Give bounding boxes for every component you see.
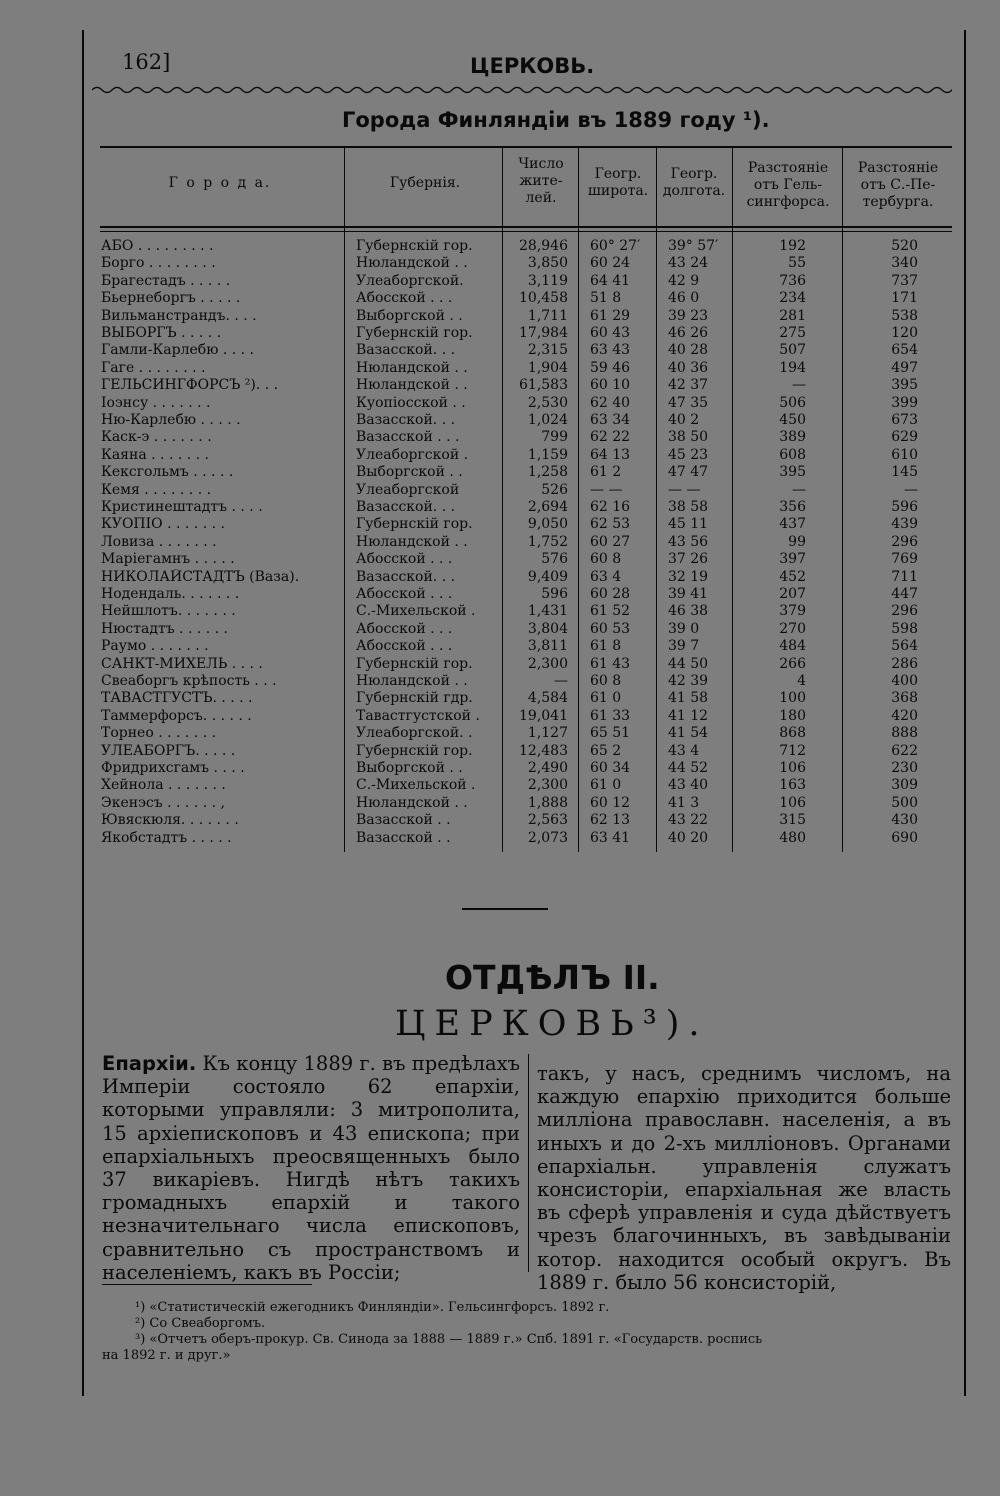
- cell-province: Нюландской . .: [356, 794, 468, 811]
- cell-dist-spb: 400: [891, 673, 918, 689]
- cell-city: АБО . . . . . . . . .: [101, 238, 214, 254]
- cell-province: Губернскій гор.: [356, 238, 473, 254]
- cell-province: Вазасской. . .: [356, 412, 456, 428]
- cell-province: Вазасской . . .: [356, 429, 460, 446]
- cell-latitude: 59 46: [590, 359, 631, 376]
- cell-latitude: 60 43: [590, 325, 631, 341]
- cell-dist-spb: 500: [891, 794, 918, 811]
- page-border-left: [82, 30, 84, 1396]
- cell-latitude: 60° 27′: [590, 238, 641, 254]
- cell-dist-spb: 296: [891, 533, 918, 550]
- cell-dist-helsingfors: 397: [779, 551, 806, 568]
- cell-longitude: 40 28: [668, 342, 709, 359]
- cell-longitude: 38 50: [668, 429, 709, 446]
- cell-population: 4,584: [527, 690, 568, 707]
- cell-dist-helsingfors: 452: [779, 568, 806, 585]
- cell-dist-helsingfors: 868: [779, 725, 806, 742]
- cell-city: Вильманстрандъ. . . .: [101, 307, 257, 324]
- cell-population: 3,804: [527, 620, 568, 637]
- col-sep: [656, 146, 657, 852]
- cell-city: Нодендаль. . . . . . .: [101, 586, 240, 602]
- cell-population: 3,119: [527, 272, 568, 289]
- cell-dist-spb: 711: [891, 568, 918, 585]
- wavy-rule: [92, 84, 952, 96]
- cell-city: Хейнола . . . . . . .: [101, 777, 226, 794]
- cell-population: 12,483: [519, 742, 568, 759]
- cell-longitude: 43 22: [668, 812, 709, 829]
- cell-latitude: 61 8: [590, 638, 622, 655]
- cell-province: Тавастгустской .: [356, 707, 480, 724]
- cell-latitude: 60 53: [590, 620, 631, 637]
- cell-dist-spb: 120: [891, 325, 918, 341]
- cell-dist-spb: 420: [891, 707, 918, 724]
- footnote-3: ³) «Отчетъ оберъ-прокур. Св. Синода за 1888 — 1889 г.» Спб. 1891 г. «Государств. роспись: [135, 1332, 763, 1347]
- cell-dist-spb: 629: [891, 429, 918, 446]
- cell-population: 28,946: [519, 238, 568, 254]
- col-sep: [578, 146, 579, 852]
- cell-province: Губернскій гор.: [356, 325, 473, 341]
- header-population: Число жите- лей.: [518, 156, 564, 206]
- cell-dist-helsingfors: 506: [779, 394, 806, 411]
- cell-dist-spb: 399: [891, 394, 918, 411]
- cell-dist-spb: —: [904, 481, 918, 498]
- table-header-rule: [100, 226, 952, 228]
- cell-population: 1,711: [527, 307, 568, 324]
- column-rule: [528, 1054, 529, 1272]
- cell-province: Абосской . . .: [356, 290, 453, 307]
- cell-population: 1,904: [527, 359, 568, 376]
- cell-dist-spb: 673: [891, 412, 918, 428]
- cell-population: 10,458: [519, 290, 568, 307]
- cell-population: 596: [541, 586, 568, 602]
- cell-dist-helsingfors: 163: [779, 777, 806, 794]
- cell-city: КУОПІО . . . . . . .: [101, 516, 225, 533]
- cell-dist-helsingfors: 194: [779, 359, 806, 376]
- cell-dist-spb: 447: [891, 586, 918, 602]
- cell-population: 2,315: [527, 342, 568, 359]
- cell-dist-spb: 598: [891, 620, 918, 637]
- cell-latitude: 61 52: [590, 603, 631, 620]
- cell-population: 9,050: [527, 516, 568, 533]
- body-left-text: Къ концу 1889 г. въ предѣлахъ Имперіи состояло 62 епархіи, которыми управляли: 3 митрополита, 15 архіепископовъ и 43 епископа; при епархіальныхъ преосвященныхъ было 37 викаріевъ. Нигдѣ нѣтъ такихъ громадныхъ епархій и такого незначительнаго числа епископовъ, сравнительно съ пространствомъ и населеніемъ, какъ въ Россіи;: [102, 1052, 520, 1284]
- cell-province: Вазасской. . .: [356, 342, 456, 359]
- cell-province: Нюландской . .: [356, 533, 468, 550]
- cell-province: Вазасской. . .: [356, 499, 456, 515]
- cell-longitude: 40 20: [668, 829, 709, 846]
- cell-longitude: 43 4: [668, 742, 700, 759]
- cell-city: НИКОЛАЙСТАДТЪ (Ваза).: [101, 568, 300, 585]
- cell-dist-spb: 610: [891, 446, 918, 463]
- cell-longitude: 47 47: [668, 464, 709, 481]
- cell-dist-helsingfors: 281: [779, 307, 806, 324]
- cell-dist-spb: 439: [891, 516, 918, 533]
- col-sep: [344, 146, 345, 852]
- cell-city: Экенэсъ . . . . . . ,: [101, 794, 225, 811]
- cell-dist-spb: 538: [891, 307, 918, 324]
- body-right-column: такъ, у насъ, среднимъ числомъ, на каждую епархію приходится больше милліона православн. населенія, а въ иныхъ и до 2-хъ милліоновъ. Органами епархіальн. управленія служатъ консисторіи, епархіальная же власть въ сферѣ управленія и суда дѣйствуетъ чрезъ благочинныхъ, въ завѣдываніи котор. находится особый округъ. Въ 1889 г. было 56 консисторій,: [537, 1062, 951, 1294]
- cell-dist-spb: 395: [891, 377, 918, 394]
- cell-population: 1,431: [527, 603, 568, 620]
- cell-longitude: 43 40: [668, 777, 709, 794]
- cell-province: Улеаборгской: [356, 481, 460, 498]
- cell-province: Абосской . . .: [356, 620, 453, 637]
- cell-dist-helsingfors: —: [792, 481, 806, 498]
- cell-province: Вазасской . .: [356, 812, 451, 829]
- cell-latitude: 60 8: [590, 673, 622, 689]
- cell-latitude: 63 4: [590, 568, 622, 585]
- cell-latitude: — —: [590, 481, 623, 498]
- cell-city: Борго . . . . . . . .: [101, 255, 216, 272]
- cell-city: ГЕЛЬСИНГФОРСЪ ²). . .: [101, 377, 279, 394]
- cell-population: 2,073: [527, 829, 568, 846]
- cell-province: Выборгской . .: [356, 760, 463, 776]
- cell-population: 17,984: [519, 325, 568, 341]
- cell-population: 19,041: [519, 707, 568, 724]
- cell-city: Фридрихсгамъ . . . .: [101, 760, 245, 776]
- header-longitude: Геогр. долгота.: [662, 166, 726, 199]
- cell-latitude: 63 43: [590, 342, 631, 359]
- cell-city: САНКТ-МИХЕЛЬ . . . .: [101, 655, 263, 672]
- cell-latitude: 63 41: [590, 829, 631, 846]
- cell-dist-helsingfors: 106: [779, 794, 806, 811]
- cell-latitude: 60 12: [590, 794, 631, 811]
- section-subtitle: ЦЕРКОВЬ³).: [395, 1004, 709, 1044]
- cell-longitude: 32 19: [668, 568, 709, 585]
- cell-latitude: 62 53: [590, 516, 631, 533]
- cell-province: Абосской . . .: [356, 586, 453, 602]
- cell-population: —: [554, 673, 568, 689]
- cell-longitude: 43 24: [668, 255, 709, 272]
- cell-latitude: 60 27: [590, 533, 631, 550]
- cell-longitude: 42 37: [668, 377, 709, 394]
- cell-dist-spb: 737: [891, 272, 918, 289]
- cell-population: 799: [541, 429, 568, 446]
- cell-longitude: 38 58: [668, 499, 709, 515]
- header-latitude: Геогр. широта.: [587, 166, 649, 199]
- cell-population: 1,752: [527, 533, 568, 550]
- cell-dist-spb: 690: [891, 829, 918, 846]
- cell-city: ТАВАСТГУСТЪ. . . . .: [101, 690, 253, 707]
- header-province: Губернія.: [389, 175, 461, 191]
- cell-city: Торнео . . . . . . .: [101, 725, 217, 742]
- cell-longitude: 45 11: [668, 516, 709, 533]
- cell-latitude: 60 28: [590, 586, 631, 602]
- cell-dist-spb: 520: [891, 238, 918, 254]
- cell-dist-spb: 171: [891, 290, 918, 307]
- cell-longitude: 41 12: [668, 707, 709, 724]
- cell-longitude: 46 38: [668, 603, 709, 620]
- cell-population: 576: [541, 551, 568, 568]
- cell-dist-helsingfors: 356: [779, 499, 806, 515]
- cell-dist-spb: 340: [891, 255, 918, 272]
- cell-population: 1,888: [527, 794, 568, 811]
- cell-longitude: 37 26: [668, 551, 709, 568]
- cell-province: Нюландской . .: [356, 359, 468, 376]
- cell-population: 3,811: [527, 638, 568, 655]
- cell-longitude: 44 52: [668, 760, 709, 776]
- cell-longitude: 47 35: [668, 394, 709, 411]
- cell-population: 1,159: [527, 446, 568, 463]
- cell-province: Вазасской. . .: [356, 568, 456, 585]
- cell-latitude: 60 8: [590, 551, 622, 568]
- cell-population: 9,409: [527, 568, 568, 585]
- table-top-rule: [100, 146, 952, 148]
- cell-province: Абосской . . .: [356, 638, 453, 655]
- cell-province: Выборгской . .: [356, 307, 463, 324]
- cell-longitude: 46 26: [668, 325, 709, 341]
- cell-population: 2,300: [527, 777, 568, 794]
- cell-dist-helsingfors: 712: [779, 742, 806, 759]
- cell-longitude: 39 7: [668, 638, 700, 655]
- cell-city: Бьернеборгъ . . . . .: [101, 290, 241, 307]
- cell-longitude: 44 50: [668, 655, 709, 672]
- cell-city: Кристинештадтъ . . . .: [101, 499, 263, 515]
- footnote-2: ²) Со Свеаборгомъ.: [135, 1316, 266, 1331]
- cell-province: С.-Михельской .: [356, 603, 476, 620]
- cell-latitude: 61 0: [590, 777, 622, 794]
- cell-dist-helsingfors: 99: [788, 533, 806, 550]
- cell-province: Губернскій гор.: [356, 742, 473, 759]
- cell-dist-helsingfors: 480: [779, 829, 806, 846]
- cell-city: Таммерфорсъ. . . . . .: [101, 707, 252, 724]
- header-dist-helsingfors: Разстояніе отъ Гель- сингфорса.: [746, 160, 830, 210]
- cell-latitude: 64 41: [590, 272, 631, 289]
- cell-city: Гаге . . . . . . . .: [101, 359, 206, 376]
- cell-longitude: 46 0: [668, 290, 700, 307]
- cell-dist-helsingfors: 106: [779, 760, 806, 776]
- cell-province: Абосской . . .: [356, 551, 453, 568]
- cell-longitude: — —: [668, 481, 701, 498]
- cell-longitude: 39 0: [668, 620, 700, 637]
- cell-latitude: 65 51: [590, 725, 631, 742]
- cell-latitude: 61 29: [590, 307, 631, 324]
- cell-dist-helsingfors: 450: [779, 412, 806, 428]
- cell-dist-helsingfors: 266: [779, 655, 806, 672]
- cell-latitude: 60 24: [590, 255, 631, 272]
- cell-latitude: 62 22: [590, 429, 631, 446]
- cell-dist-helsingfors: 207: [779, 586, 806, 602]
- cell-city: Каяна . . . . . . .: [101, 446, 209, 463]
- cell-latitude: 51 8: [590, 290, 622, 307]
- section-title: ОТДѢЛЪ II.: [445, 958, 660, 997]
- cell-city: Нюстадтъ . . . . . .: [101, 620, 229, 637]
- cell-latitude: 62 40: [590, 394, 631, 411]
- cell-population: 2,490: [527, 760, 568, 776]
- cell-population: 2,563: [527, 812, 568, 829]
- section-divider: [462, 908, 548, 910]
- header-city: Г о р о д а.: [168, 175, 272, 191]
- cell-population: 61,583: [519, 377, 568, 394]
- cell-dist-helsingfors: —: [792, 377, 806, 394]
- cell-city: Каск-э . . . . . . .: [101, 429, 212, 446]
- header-dist-spb: Разстояніе отъ С.-Пе- тербурга.: [857, 160, 939, 210]
- cell-dist-helsingfors: 100: [779, 690, 806, 707]
- cell-latitude: 60 10: [590, 377, 631, 394]
- cell-province: Нюландской . .: [356, 377, 468, 394]
- col-sep: [842, 146, 843, 852]
- cell-longitude: 43 56: [668, 533, 709, 550]
- col-sep: [502, 146, 503, 852]
- cell-province: Нюландской . .: [356, 673, 468, 689]
- cell-province: С.-Михельской .: [356, 777, 476, 794]
- cell-province: Губернскій гдр.: [356, 690, 473, 707]
- cell-longitude: 41 54: [668, 725, 709, 742]
- cell-city: Іоэнсу . . . . . . .: [101, 394, 211, 411]
- cell-longitude: 42 9: [668, 272, 700, 289]
- cell-latitude: 61 2: [590, 464, 622, 481]
- table-title: Города Финляндіи въ 1889 году ¹).: [342, 108, 770, 132]
- cell-dist-spb: 368: [891, 690, 918, 707]
- cell-city: Ювяскюля. . . . . . .: [101, 812, 239, 829]
- cell-longitude: 42 39: [668, 673, 709, 689]
- body-lead: Епархіи.: [102, 1052, 197, 1075]
- cell-province: Губернскій гор.: [356, 516, 473, 533]
- cell-dist-helsingfors: 55: [788, 255, 806, 272]
- footnote-3-cont: на 1892 г. и друг.»: [102, 1348, 231, 1363]
- cell-latitude: 62 13: [590, 812, 631, 829]
- cell-province: Улеаборгской .: [356, 446, 469, 463]
- cell-dist-helsingfors: 437: [779, 516, 806, 533]
- cell-dist-helsingfors: 389: [779, 429, 806, 446]
- cell-dist-spb: 888: [891, 725, 918, 742]
- cell-longitude: 39 41: [668, 586, 709, 602]
- cell-dist-helsingfors: 608: [779, 446, 806, 463]
- cell-province: Куопіосской . .: [356, 394, 466, 411]
- cell-population: 526: [541, 481, 568, 498]
- cell-latitude: 62 16: [590, 499, 631, 515]
- cell-city: Гамли-Карлебю . . . .: [101, 342, 255, 359]
- cell-city: Ню-Карлебю . . . . .: [101, 412, 241, 428]
- cell-city: ВЫБОРГЪ . . . . .: [101, 325, 222, 341]
- cell-city: Якобстадтъ . . . . .: [101, 829, 232, 846]
- cell-city: Маріегамнъ . . . . .: [101, 551, 235, 568]
- cell-population: 1,127: [527, 725, 568, 742]
- cell-province: Улеаборгской. .: [356, 725, 473, 742]
- cell-dist-spb: 596: [891, 499, 918, 515]
- col-sep: [732, 146, 733, 852]
- cell-province: Нюландской . .: [356, 255, 468, 272]
- cell-latitude: 65 2: [590, 742, 622, 759]
- cell-latitude: 61 33: [590, 707, 631, 724]
- cell-population: 3,850: [527, 255, 568, 272]
- cell-longitude: 45 23: [668, 446, 709, 463]
- cell-dist-helsingfors: 234: [779, 290, 806, 307]
- cell-city: Брагестадъ . . . . .: [101, 272, 231, 289]
- cell-city: Свеаборгъ крѣпость . . .: [101, 673, 277, 689]
- cell-city: УЛЕАБОРГЪ. . . . .: [101, 742, 236, 759]
- cell-dist-spb: 296: [891, 603, 918, 620]
- body-left-column: [102, 1052, 520, 1284]
- cell-latitude: 61 0: [590, 690, 622, 707]
- page-border-right: [964, 30, 966, 1396]
- cell-dist-spb: 430: [891, 812, 918, 829]
- cell-population: 2,530: [527, 394, 568, 411]
- cell-dist-helsingfors: 270: [779, 620, 806, 637]
- cell-province: Губернскій гор.: [356, 655, 473, 672]
- cell-city: Нейшлотъ. . . . . . .: [101, 603, 236, 620]
- cell-longitude: 40 2: [668, 412, 700, 428]
- cell-dist-spb: 145: [891, 464, 918, 481]
- cell-longitude: 41 58: [668, 690, 709, 707]
- cell-population: 2,694: [527, 499, 568, 515]
- cell-dist-helsingfors: 484: [779, 638, 806, 655]
- cell-city: Кексгольмъ . . . . .: [101, 464, 234, 481]
- cell-latitude: 60 34: [590, 760, 631, 776]
- cell-population: 2,300: [527, 655, 568, 672]
- cell-longitude: 40 36: [668, 359, 709, 376]
- cell-dist-spb: 564: [891, 638, 918, 655]
- footnote-rule: [102, 1284, 312, 1285]
- cell-dist-helsingfors: 4: [797, 673, 806, 689]
- cell-dist-spb: 286: [891, 655, 918, 672]
- cell-province: Вазасской . .: [356, 829, 451, 846]
- cell-dist-spb: 654: [891, 342, 918, 359]
- cell-dist-helsingfors: 395: [779, 464, 806, 481]
- footnote-1: ¹) «Статистическій ежегодникъ Финляндіи». Гельсингфорсъ. 1892 г.: [135, 1300, 610, 1315]
- cell-city: Раумо . . . . . . .: [101, 638, 209, 655]
- cell-population: 1,258: [527, 464, 568, 481]
- cell-longitude: 39 23: [668, 307, 709, 324]
- cell-dist-spb: 309: [891, 777, 918, 794]
- cell-dist-helsingfors: 180: [779, 707, 806, 724]
- cell-dist-helsingfors: 507: [779, 342, 806, 359]
- cell-longitude: 41 3: [668, 794, 700, 811]
- cell-city: Кемя . . . . . . . .: [101, 481, 212, 498]
- cell-dist-helsingfors: 379: [779, 603, 806, 620]
- cell-latitude: 61 43: [590, 655, 631, 672]
- table-header-rule-2: [100, 231, 952, 232]
- running-title: ЦЕРКОВЬ.: [470, 54, 595, 78]
- cell-dist-helsingfors: 736: [779, 272, 806, 289]
- cell-latitude: 64 13: [590, 446, 631, 463]
- cell-dist-spb: 497: [891, 359, 918, 376]
- page-number: 162]: [122, 50, 171, 74]
- cell-population: 1,024: [527, 412, 568, 428]
- cell-dist-spb: 769: [891, 551, 918, 568]
- cell-latitude: 63 34: [590, 412, 631, 428]
- cell-dist-spb: 622: [891, 742, 918, 759]
- cell-province: Улеаборгской.: [356, 272, 464, 289]
- cell-city: Ловиза . . . . . . .: [101, 533, 217, 550]
- cell-dist-helsingfors: 192: [779, 238, 806, 254]
- cell-dist-helsingfors: 315: [779, 812, 806, 829]
- cell-province: Выборгской . .: [356, 464, 463, 481]
- cell-dist-helsingfors: 275: [779, 325, 806, 341]
- cell-longitude: 39° 57′: [668, 238, 719, 254]
- cell-dist-spb: 230: [891, 760, 918, 776]
